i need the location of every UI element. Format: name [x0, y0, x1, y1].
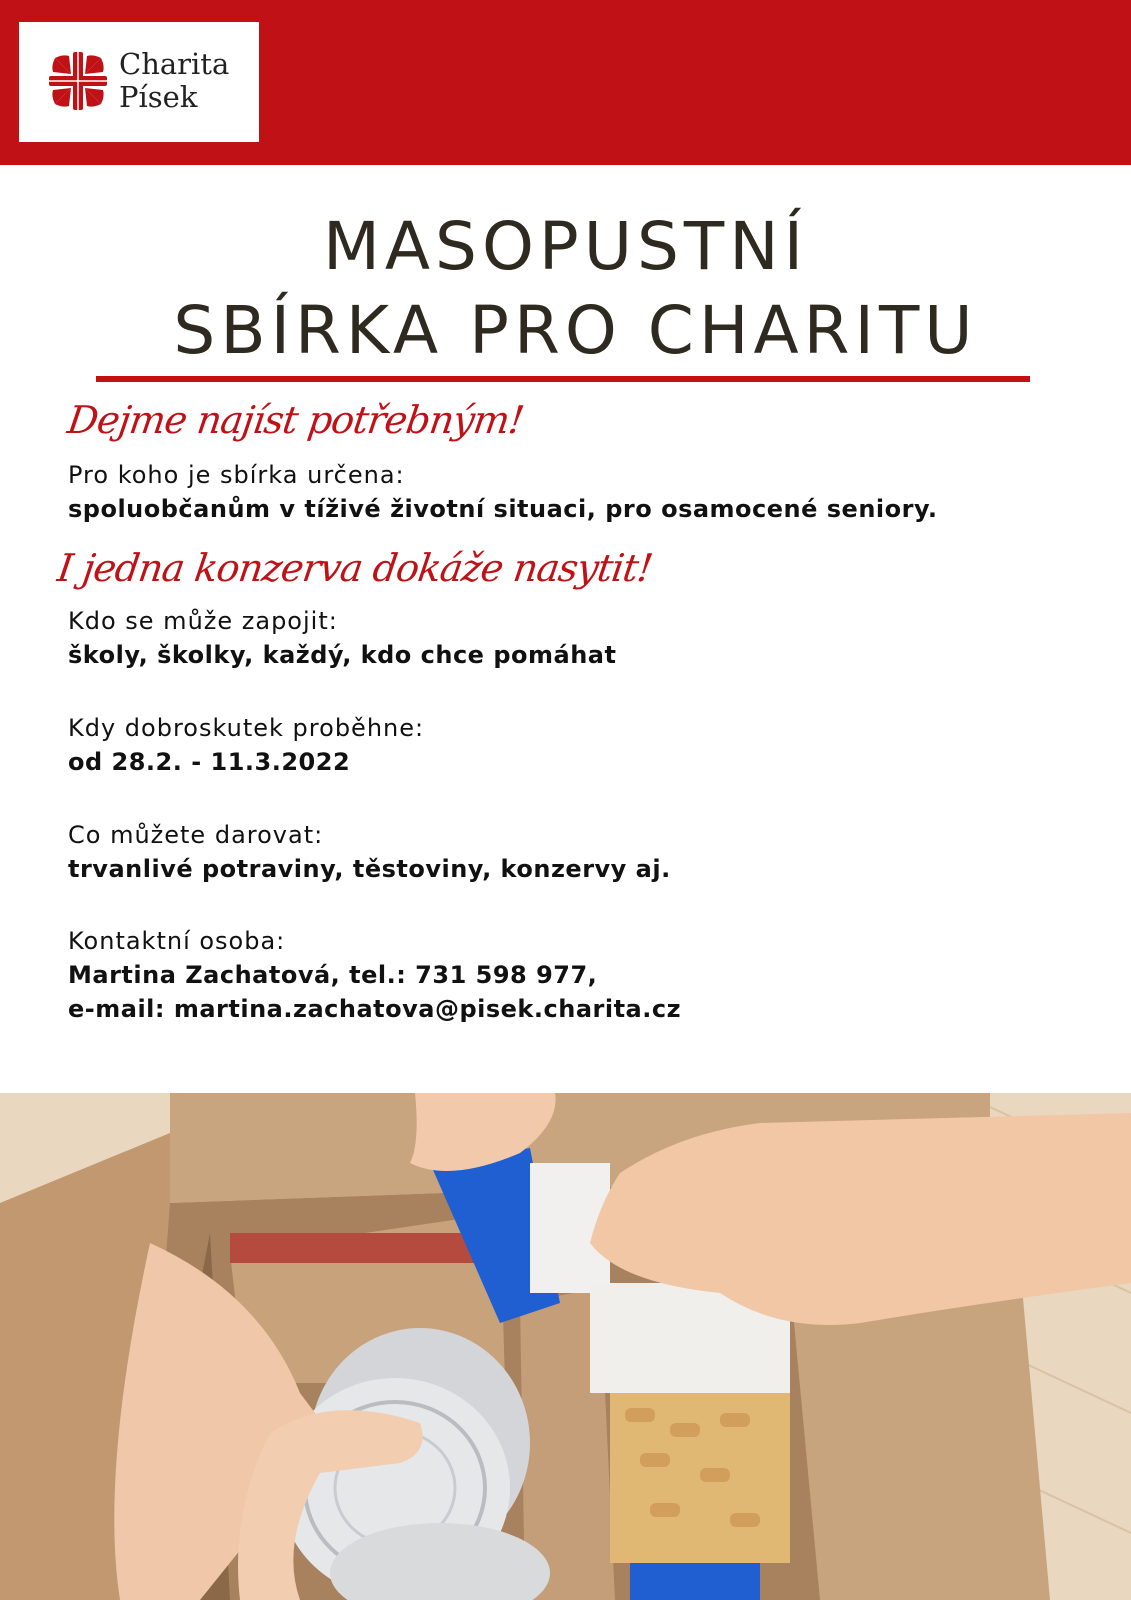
title-line-2: SBÍRKA PRO CHARITU — [173, 292, 978, 369]
section-what-to-donate — [68, 818, 671, 886]
section-label: Kdy dobroskutek proběhne: — [68, 714, 425, 742]
section-when — [68, 711, 424, 779]
title-line-1: MASOPUSTNÍ — [322, 208, 809, 285]
contact-email[interactable]: e-mail: martina.zachatova@pisek.charita.cz — [68, 995, 682, 1023]
logo-text — [119, 48, 229, 114]
section-value: od 28.2. - 11.3.2022 — [68, 748, 351, 776]
section-value: spoluobčanům v tíživé životní situaci, pro osamocené seniory. — [68, 495, 938, 523]
page-title — [0, 205, 1131, 373]
section-label: Kdo se může zapojit: — [68, 607, 338, 635]
title-divider — [96, 376, 1030, 382]
slogan-1: Dejme najíst potřebným! — [64, 398, 527, 442]
contact-phone: Martina Zachatová, tel.: 731 598 977, — [68, 961, 598, 989]
section-label: Pro koho je sbírka určena: — [68, 461, 405, 489]
slogan-2: I jedna konzerva dokáže nasytit! — [54, 546, 655, 590]
charita-cross-icon — [47, 50, 109, 112]
logo — [19, 22, 259, 142]
logo-line-1: Charita — [119, 47, 230, 81]
section-value: trvanlivé potraviny, těstoviny, konzervy aj. — [68, 855, 671, 883]
contact-label: Kontaktní osoba: — [68, 927, 286, 955]
section-who-can-join — [68, 604, 616, 672]
section-value: školy, školky, každý, kdo chce pomáhat — [68, 641, 617, 669]
donation-box-photo — [0, 1093, 1131, 1600]
logo-line-2: Písek — [119, 80, 198, 114]
header-band — [0, 0, 1131, 165]
section-label: Co můžete darovat: — [68, 821, 324, 849]
section-contact — [68, 924, 681, 1026]
section-for-whom — [68, 458, 938, 526]
